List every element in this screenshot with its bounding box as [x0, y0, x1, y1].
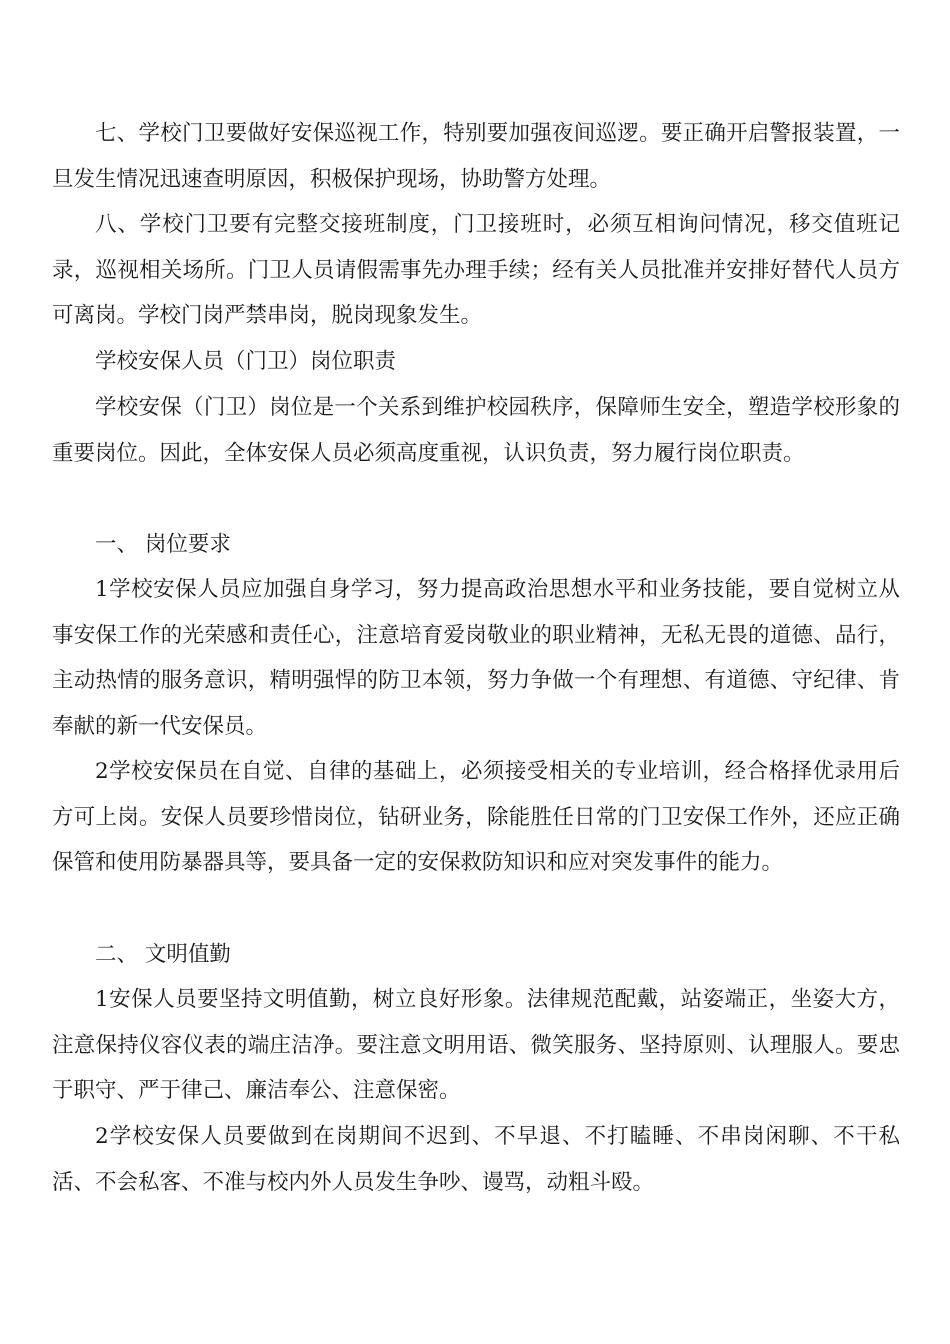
heading-civilized-duty: 二、 文明值勤 [95, 942, 231, 967]
intro-paragraph: 学校安保（门卫）岗位是一个关系到维护校园秩序，保障师生安全，塑造学校形象的重要岗位。因此，全体安保人员必须高度重视，认识负责，努力履行岗位职责。 [52, 395, 900, 466]
duty-item-2: 2学校安保人员要做到在岗期间不迟到、不早退、不打瞌睡、不串岗闲聊、不干私活、不会私客、不准与校内外人员发生争吵、谩骂，动粗斗殴。 [52, 1124, 900, 1195]
requirement-item-2: 2学校安保员在自觉、自律的基础上，必须接受相关的专业培训，经合格择优录用后方可上岗。安保人员要珍惜岗位，钻研业务，除能胜任日常的门卫安保工作外，还应正确保管和使用防暴器具等，要具备一定的安保救防知识和应对突发事件的能力。 [52, 759, 900, 875]
paragraph-item-8: 八、学校门卫要有完整交接班制度，门卫接班时，必须互相询问情况，移交值班记录，巡视相关场所。门卫人员请假需事先办理手续；经有关人员批准并安排好替代人员方可离岗。学校门岗严禁串岗，脱岗现象发生。 [52, 212, 900, 328]
duty-item-1: 1安保人员要坚持文明值勤，树立良好形象。法律规范配戴，站姿端正，坐姿大方，注意保持仪容仪表的端庄洁净。要注意文明用语、微笑服务、坚持原则、认理服人。要忠于职守、严于律己、廉洁奉公、注意保密。 [52, 987, 900, 1103]
heading-job-requirements: 一、 岗位要求 [95, 532, 231, 557]
requirement-item-1: 1学校安保人员应加强自身学习，努力提高政治思想水平和业务技能，要自觉树立从事安保工作的光荣感和责任心，注意培育爱岗敬业的职业精神，无私无畏的道德、品行，主动热情的服务意识，精明强悍的防卫本领，努力争做一个有理想、有道德、守纪律、肯奉献的新一代安保员。 [52, 577, 900, 739]
section-title: 学校安保人员（门卫）岗位职责 [95, 349, 397, 374]
paragraph-item-7: 七、学校门卫要做好安保巡视工作，特别要加强夜间巡逻。要正确开启警报装置，一旦发生情况迅速查明原因，积极保护现场，协助警方处理。 [52, 121, 900, 192]
